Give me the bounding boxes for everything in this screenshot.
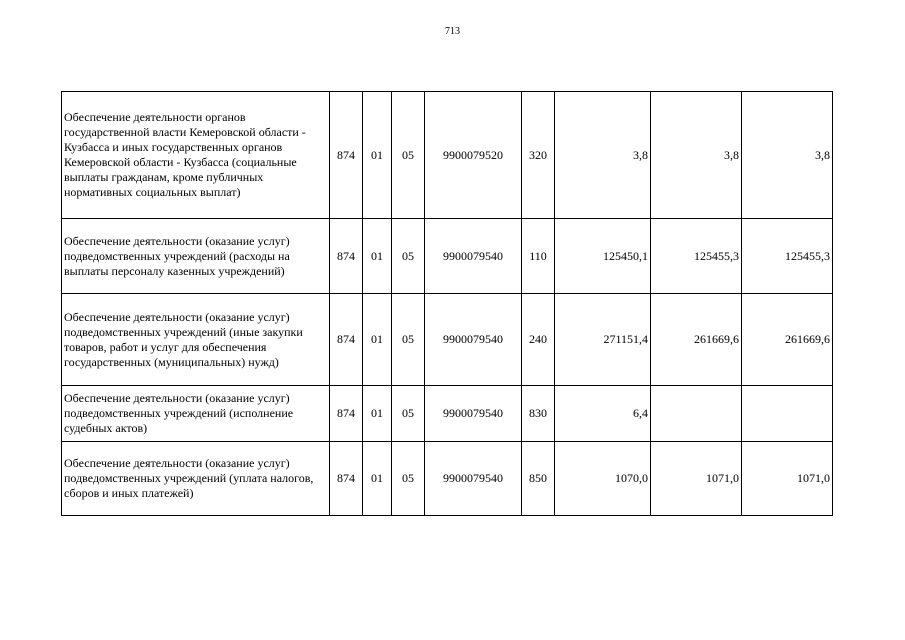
row-description: Обеспечение деятельности (оказание услуг) подведомственных учреждений (исполнение судебных актов) bbox=[62, 386, 330, 442]
subsection-code: 05 bbox=[392, 294, 425, 386]
amount-year-1: 3,8 bbox=[555, 92, 651, 219]
amount-year-1: 1070,0 bbox=[555, 442, 651, 516]
subsection-code: 05 bbox=[392, 92, 425, 219]
page-number: 713 bbox=[445, 26, 460, 37]
section-code: 01 bbox=[363, 442, 392, 516]
ministry-code: 874 bbox=[330, 92, 363, 219]
amount-year-3: 125455,3 bbox=[742, 219, 833, 294]
amount-year-2 bbox=[651, 386, 742, 442]
subsection-code: 05 bbox=[392, 219, 425, 294]
table-row bbox=[62, 92, 833, 219]
amount-year-1: 271151,4 bbox=[555, 294, 651, 386]
row-description: Обеспечение деятельности (оказание услуг) подведомственных учреждений (уплата налогов, сборов и иных платежей) bbox=[62, 442, 330, 516]
subsection-code: 05 bbox=[392, 442, 425, 516]
section-code: 01 bbox=[363, 219, 392, 294]
section-code: 01 bbox=[363, 294, 392, 386]
target-article-code: 9900079540 bbox=[425, 294, 522, 386]
amount-year-3: 261669,6 bbox=[742, 294, 833, 386]
ministry-code: 874 bbox=[330, 386, 363, 442]
amount-year-3: 3,8 bbox=[742, 92, 833, 219]
amount-year-3 bbox=[742, 386, 833, 442]
row-description: Обеспечение деятельности органов государственной власти Кемеровской области - Кузбасса и иных государственных органов Кемеровской области - Кузбасса (социальные выплаты гражданам, кроме публичных нормативных социальных выплат) bbox=[62, 92, 330, 219]
target-article-code: 9900079520 bbox=[425, 92, 522, 219]
expense-type-code: 240 bbox=[522, 294, 555, 386]
table-row bbox=[62, 442, 833, 516]
amount-year-2: 3,8 bbox=[651, 92, 742, 219]
amount-year-3: 1071,0 bbox=[742, 442, 833, 516]
ministry-code: 874 bbox=[330, 442, 363, 516]
row-description: Обеспечение деятельности (оказание услуг) подведомственных учреждений (расходы на выплаты персоналу казенных учреждений) bbox=[62, 219, 330, 294]
amount-year-2: 261669,6 bbox=[651, 294, 742, 386]
amount-year-1: 6,4 bbox=[555, 386, 651, 442]
expense-type-code: 850 bbox=[522, 442, 555, 516]
table-row bbox=[62, 386, 833, 442]
amount-year-1: 125450,1 bbox=[555, 219, 651, 294]
row-description: Обеспечение деятельности (оказание услуг) подведомственных учреждений (иные закупки товаров, работ и услуг для обеспечения государственных (муниципальных) нужд) bbox=[62, 294, 330, 386]
subsection-code: 05 bbox=[392, 386, 425, 442]
amount-year-2: 125455,3 bbox=[651, 219, 742, 294]
amount-year-2: 1071,0 bbox=[651, 442, 742, 516]
expense-type-code: 830 bbox=[522, 386, 555, 442]
expense-type-code: 320 bbox=[522, 92, 555, 219]
expense-type-code: 110 bbox=[522, 219, 555, 294]
budget-table bbox=[61, 91, 833, 516]
ministry-code: 874 bbox=[330, 294, 363, 386]
ministry-code: 874 bbox=[330, 219, 363, 294]
target-article-code: 9900079540 bbox=[425, 442, 522, 516]
table-row bbox=[62, 219, 833, 294]
section-code: 01 bbox=[363, 92, 392, 219]
section-code: 01 bbox=[363, 386, 392, 442]
target-article-code: 9900079540 bbox=[425, 219, 522, 294]
table-row bbox=[62, 294, 833, 386]
target-article-code: 9900079540 bbox=[425, 386, 522, 442]
